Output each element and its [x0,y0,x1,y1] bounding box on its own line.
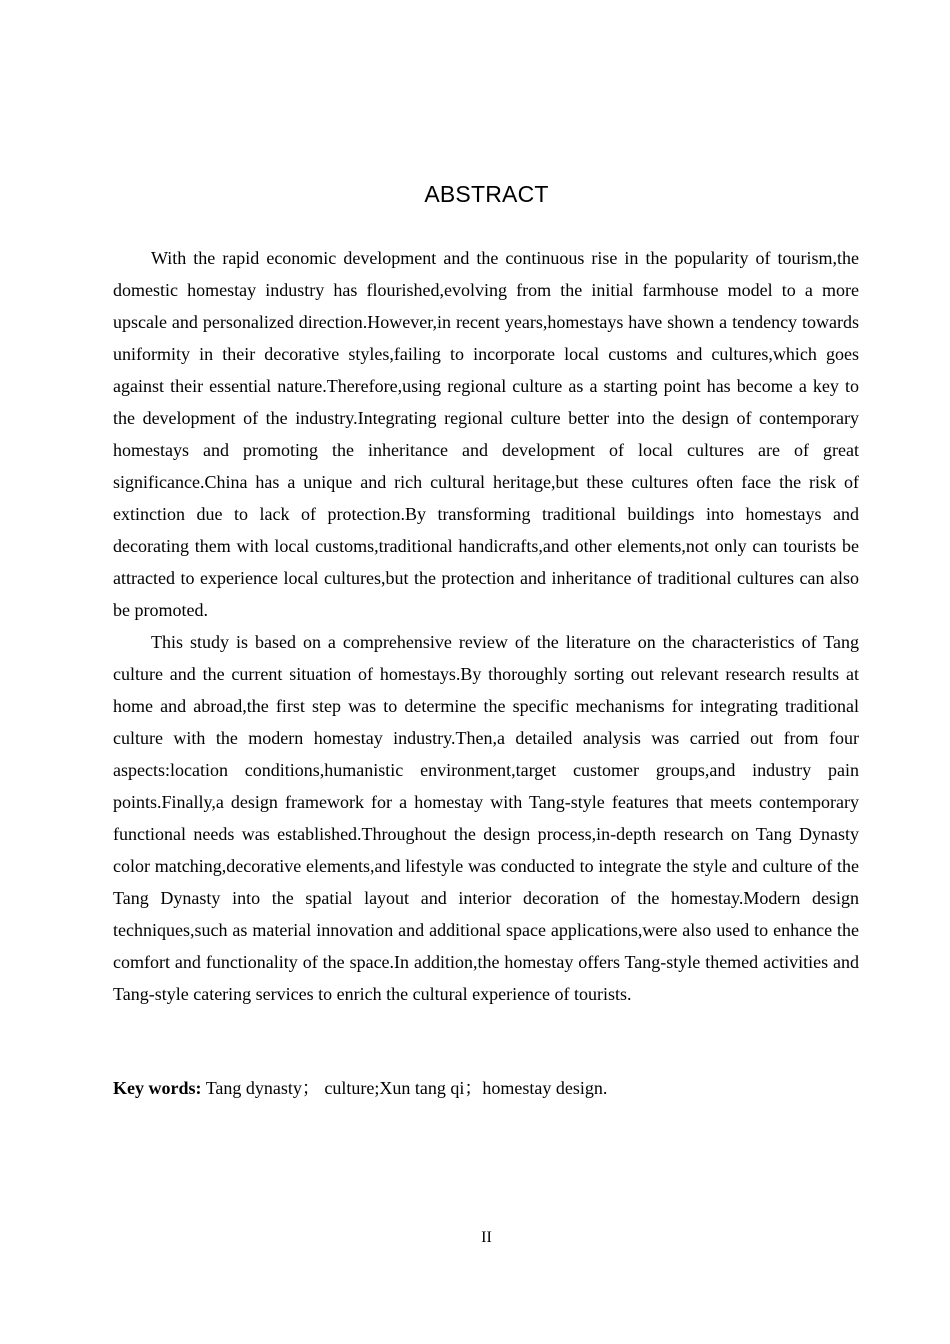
keywords-label: Key words: [113,1078,202,1098]
keywords-line [113,1072,859,1104]
page-title: ABSTRACT [424,181,549,207]
abstract-paragraph-1: With the rapid economic development and the continuous rise in the popularity of tourism,the domestic homestay industry has flourished,evolving from the initial farmhouse model to a more upscale and personalized direction.However,in recent years,homestays have shown a tendency towards uniformity in their decorative styles,failing to incorporate local customs and cultures,which goes against their essential nature.Therefore,using regional culture as a starting point has become a key to the development of the industry.Integrating regional culture better into the design of contemporary homestays and promoting the inheritance and development of local cultures are of great significance.China has a unique and rich cultural heritage,but these cultures often face the risk of extinction due to lack of protection.By transforming traditional buildings into homestays and decorating them with local customs,traditional handicrafts,and other elements,not only can tourists be attracted to experience local cultures,but the protection and inheritance of traditional cultures can also be promoted. [113,248,859,620]
keywords-value: Tang dynasty； culture;Xun tang qi；homestay design. [205,1078,608,1098]
abstract-body [113,242,859,1010]
abstract-paragraph-2: This study is based on a comprehensive review of the literature on the characteristics of Tang culture and the current situation of homestays.By thoroughly sorting out relevant research results at home and abroad,the first step was to determine the specific mechanisms for integrating traditional culture with the modern homestay industry.Then,a detailed analysis was carried out from four aspects:location conditions,humanistic environment,target customer groups,and industry pain points.Finally,a design framework for a homestay with Tang-style features that meets contemporary functional needs was established.Throughout the design process,in-depth research on Tang Dynasty color matching,decorative elements,and lifestyle was conducted to integrate the style and culture of the Tang Dynasty into the spatial layout and interior decoration of the homestay.Modern design techniques,such as material innovation and additional space applications,were also used to enhance the comfort and functionality of the space.In addition,the homestay offers Tang-style themed activities and Tang-style catering services to enrich the cultural experience of tourists. [113,632,859,1004]
page-number: II [481,1229,492,1246]
